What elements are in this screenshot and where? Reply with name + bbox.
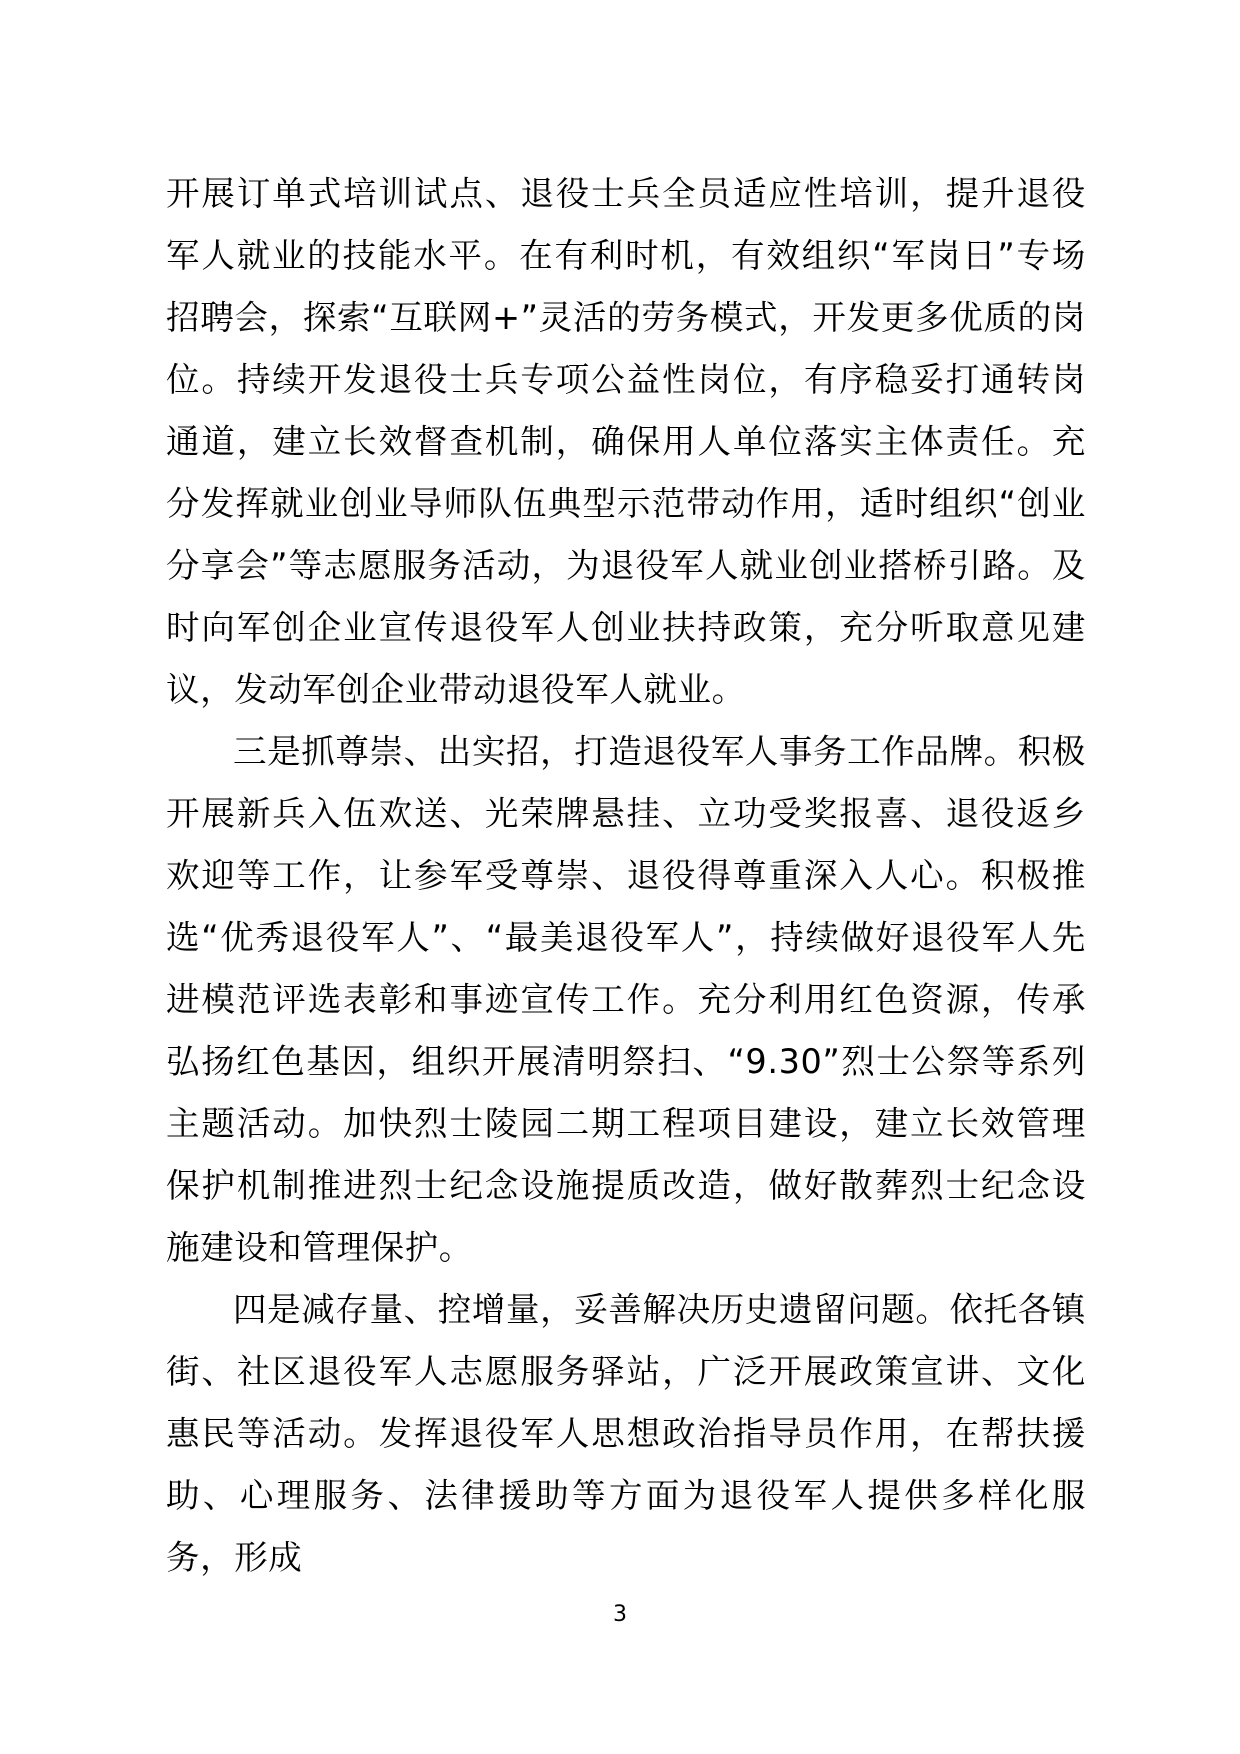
page-number: 3 [613, 1602, 627, 1627]
body-text [166, 163, 1086, 1589]
paragraph-historical-issues: 四是减存量、控增量，妥善解决历史遗留问题。依托各镇街、社区退役军人志愿服务驿站，广泛开展政策宣讲、文化惠民等活动。发挥退役军人思想政治指导员作用，在帮扶援助、心理服务、法律援助等方面为退役军人提供多样化服务，形成 [166, 1290, 1086, 1577]
paragraph-honor-and-respect: 三是抓尊崇、出实招，打造退役军人事务工作品牌。积极开展新兵入伍欢送、光荣牌悬挂、立功受奖报喜、退役返乡欢迎等工作，让参军受尊崇、退役得尊重深入人心。积极推选“优秀退役军人”、“最美退役军人”，持续做好退役军人先进模范评选表彰和事迹宣传工作。充分利用红色资源，传承弘扬红色基因，组织开展清明祭扫、“9.30”烈士公祭等系列主题活动。加快烈士陵园二期工程项目建设，建立长效管理保护机制推进烈士纪念设施提质改造，做好散葬烈士纪念设施建设和管理保护。 [166, 732, 1086, 1267]
paragraph-employment-training: 开展订单式培训试点、退役士兵全员适应性培训，提升退役军人就业的技能水平。在有利时机，有效组织“军岗日”专场招聘会，探索“互联网+”灵活的劳务模式，开发更多优质的岗位。持续开发退役士兵专项公益性岗位，有序稳妥打通转岗通道，建立长效督查机制，确保用人单位落实主体责任。充分发挥就业创业导师队伍典型示范带动作用，适时组织“创业分享会”等志愿服务活动，为退役军人就业创业搭桥引路。及时向军创企业宣传退役军人创业扶持政策，充分听取意见建议，发动军创企业带动退役军人就业。 [166, 174, 1086, 709]
